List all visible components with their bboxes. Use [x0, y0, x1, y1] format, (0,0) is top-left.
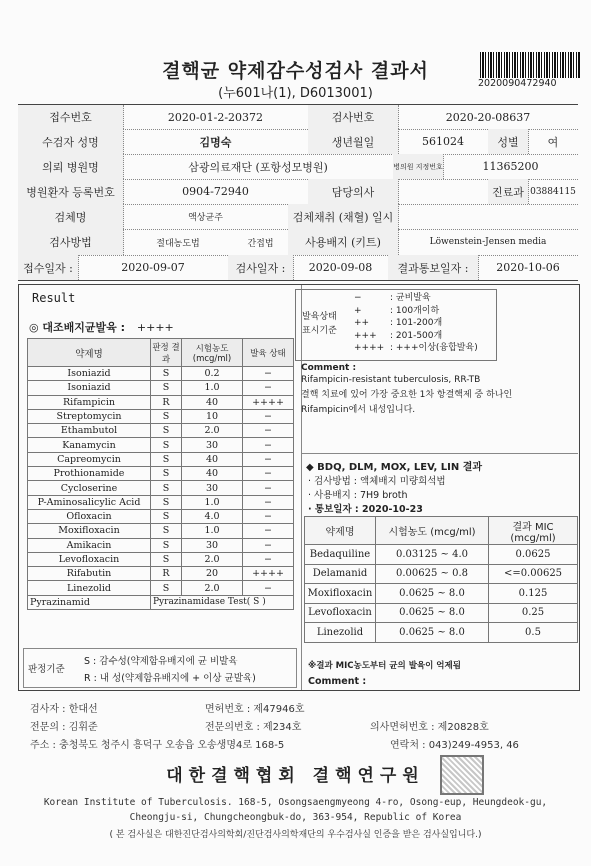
drug-growth: −	[243, 552, 294, 566]
drug-growth: −	[243, 424, 294, 438]
drug-name: Moxifloxacin	[28, 524, 151, 538]
drug-result: S	[151, 538, 182, 552]
drug-row	[28, 395, 294, 409]
mic-drug-name: Linezolid	[305, 623, 376, 643]
barcode-number: 2020090472940	[478, 78, 557, 89]
mic-col-conc: 시험농도 (mcg/ml)	[376, 517, 489, 545]
drug-row	[28, 495, 294, 509]
drug-result: S	[151, 524, 182, 538]
drug-result: S	[151, 381, 182, 395]
drug-name: Ethambutol	[28, 424, 151, 438]
drug-result: R	[151, 395, 182, 409]
mic-row	[305, 545, 578, 565]
mic-row	[305, 584, 578, 604]
drug-conc: 30	[182, 481, 243, 495]
row-method	[18, 229, 578, 256]
criteria-label: 판정기준	[28, 664, 65, 675]
drug-row	[28, 367, 294, 381]
drug-growth: −	[243, 381, 294, 395]
criteria-s: S : 감수성(약제함유배지에 균 비발육	[84, 656, 238, 667]
legend-items	[354, 292, 478, 355]
drug-name: Linezolid	[28, 581, 151, 595]
mic-table	[304, 516, 578, 643]
legend-symbol: +	[354, 305, 362, 316]
legend-item	[354, 292, 478, 305]
specimen-label: 검체명	[18, 204, 124, 229]
row-dates	[18, 255, 578, 280]
mic-result: <=0.00625	[489, 564, 578, 584]
mic-table-body	[305, 545, 578, 643]
row-patient	[18, 129, 578, 155]
comment-block	[301, 363, 512, 415]
hospital-id-label: 병의원 지정번호	[393, 154, 444, 179]
drug-row	[28, 409, 294, 423]
drug-row	[28, 467, 294, 481]
patient-info-table	[18, 104, 578, 281]
drug-conc: 2.0	[182, 424, 243, 438]
mic-col-result: 결과 MIC (mcg/ml)	[489, 517, 578, 545]
mic-conc-range: 0.0625 ~ 8.0	[376, 623, 489, 643]
hospital: 삼광의료재단 (포항성모병원)	[123, 154, 394, 179]
mic-drug-name: Moxifloxacin	[305, 584, 376, 604]
legend-text: : 201-500개	[390, 330, 443, 341]
report-date: 2020-10-06	[496, 261, 560, 274]
mic-conc-range: 0.03125 ~ 4.0	[376, 545, 489, 565]
control-growth-level	[29, 319, 174, 335]
drug-conc: 20	[182, 567, 243, 581]
drug-result: S	[151, 467, 182, 481]
drug-result: S	[151, 481, 182, 495]
drug-name: Isoniazid	[28, 367, 151, 381]
test-date-label: 검사일자 :	[228, 255, 294, 280]
growth-legend	[295, 289, 497, 361]
collect	[398, 204, 578, 229]
drug-row	[28, 424, 294, 438]
comment-title: Comment :	[301, 363, 357, 373]
mic-comment-label: Comment :	[308, 676, 367, 687]
phone: 연락처 : 043)249-4953, 46	[390, 740, 519, 751]
legend-symbol: −	[354, 293, 362, 303]
patient-reg-label: 병원환자 등록번호	[18, 179, 124, 204]
pza-name: Pyrazinamid	[28, 595, 151, 609]
org-address-en-1: Korean Institute of Tuberculosis. 168-5, Osongsaengmyeong 4-ro, Osong-eup, Heungdeok-gu,	[43, 797, 548, 808]
doctor	[398, 179, 489, 204]
drug-result: S	[151, 424, 182, 438]
method1: 절대농도법	[156, 238, 200, 249]
drug-result: S	[151, 552, 182, 566]
doctor-license: 의사면허번호 : 제20828호	[370, 722, 489, 733]
legend-text: : +++이상(융합발육)	[390, 343, 478, 353]
legend-symbol: +++	[354, 330, 377, 341]
dept: 03884115	[530, 186, 576, 197]
drug-conc: 4.0	[182, 509, 243, 523]
test-date: 2020-09-08	[293, 255, 389, 280]
medium: Löwenstein-Jensen media	[429, 237, 547, 247]
comment-line3: Rifampicin에서 내성입니다.	[301, 405, 416, 415]
mic-drug-name: Levofloxacin	[305, 603, 376, 623]
drug-growth: −	[243, 452, 294, 466]
drug-result: S	[151, 495, 182, 509]
specimen: 액상균주	[123, 204, 289, 229]
drug-conc: 30	[182, 538, 243, 552]
drug-growth: −	[243, 509, 294, 523]
test-no: 2020-20-08637	[445, 110, 531, 124]
drug-conc: 10	[182, 409, 243, 423]
mic-conc-range: 0.0625 ~ 8.0	[376, 584, 489, 604]
drug-growth: −	[243, 495, 294, 509]
address: 주소 : 충청북도 청주시 흥덕구 오송읍 오송생명4로 168-5	[30, 740, 285, 751]
legend-symbol: ++++	[354, 343, 385, 353]
drug-conc: 1.0	[182, 495, 243, 509]
row-specimen	[18, 204, 578, 230]
comment-line1: Rifampicin-resistant tuberculosis, RR-TB	[301, 375, 481, 385]
drug-growth: ++++	[243, 395, 294, 409]
legend-item	[354, 330, 478, 343]
drug-table-body	[28, 367, 294, 596]
receipt-date-label: 접수일자 :	[18, 255, 79, 280]
pza-row	[28, 595, 294, 609]
mic-row	[305, 564, 578, 584]
drug-conc: 1.0	[182, 381, 243, 395]
drug-row	[28, 567, 294, 581]
hospital-id: 11365200	[482, 160, 539, 173]
drug-result: S	[151, 509, 182, 523]
row-receipt	[18, 105, 578, 130]
drug-result: R	[151, 567, 182, 581]
drug-name: Ofloxacin	[28, 509, 151, 523]
drug-result: S	[151, 367, 182, 381]
row-patient-reg	[18, 179, 578, 205]
report-subtitle: (누601나(1), D6013001)	[218, 86, 373, 101]
col-drug-header: 약제명	[28, 339, 151, 367]
drug-row	[28, 438, 294, 452]
patient-name-label: 수검자 성명	[18, 129, 124, 154]
drug-growth: −	[243, 524, 294, 538]
drug-name: Levofloxacin	[28, 552, 151, 566]
mic-conc-range: 0.0625 ~ 8.0	[376, 603, 489, 623]
legend-text: : 균비발육	[390, 293, 431, 303]
drug-name: Kanamycin	[28, 438, 151, 452]
drug-name: Rifampicin	[28, 395, 151, 409]
drug-row	[28, 381, 294, 395]
drug-growth: −	[243, 467, 294, 481]
patient-reg: 0904-72940	[123, 179, 309, 204]
certification-note: ( 본 검사실은 대한진단검사의학회/진단검사의학재단의 우수검사실 인증을 받은 검사실입니다.)	[109, 830, 482, 840]
drug-row	[28, 538, 294, 552]
birth-label: 생년월일	[308, 129, 399, 154]
legend-item	[354, 342, 478, 355]
drug-row	[28, 481, 294, 495]
drug-name: Streptomycin	[28, 409, 151, 423]
mic-note: ※결과 MIC농도부터 균의 발육이 억제됨	[308, 661, 461, 671]
control-growth-value: ++++	[136, 321, 174, 334]
specialist: 전문의 : 김휘준	[30, 722, 98, 733]
criteria-r: R : 내 성(약제함유배지에 + 이상 균발육)	[84, 673, 256, 684]
drug-name: Prothionamide	[28, 467, 151, 481]
mic-conc-range: 0.00625 ~ 0.8	[376, 564, 489, 584]
drug-conc: 0.2	[182, 367, 243, 381]
receipt-no: 2020-01-2-20372	[123, 105, 309, 129]
drug-name: Capreomycin	[28, 452, 151, 466]
legend-symbol: ++	[354, 318, 370, 328]
drug-result: S	[151, 452, 182, 466]
drug-result: S	[151, 581, 182, 595]
examiner: 검사자 : 한대선	[30, 704, 98, 715]
method2: 간접법	[233, 229, 289, 255]
mic-drug-name: Bedaquiline	[305, 545, 376, 565]
mic-result: 0.5	[489, 623, 578, 643]
legend-item	[354, 305, 478, 318]
sex-label: 성별	[488, 129, 529, 154]
drug-growth: ++++	[243, 567, 294, 581]
col-judge-header: 판정 결과	[151, 339, 182, 367]
result-section	[18, 284, 580, 691]
legend-title: 발육상태 표시기준	[302, 312, 337, 336]
drug-growth: −	[243, 538, 294, 552]
drug-conc: 30	[182, 438, 243, 452]
drug-growth: −	[243, 409, 294, 423]
dept-label: 진료과	[488, 179, 529, 204]
drug-row	[28, 552, 294, 566]
mic-result: 0.125	[489, 584, 578, 604]
drug-growth: −	[243, 581, 294, 595]
drug-row	[28, 452, 294, 466]
pza-value: Pyrazinamidase Test( S )	[151, 595, 294, 609]
mic-title: ◆ BDQ, DLM, MOX, LEV, LIN 결과	[306, 462, 483, 473]
legend-item	[354, 317, 478, 330]
mic-drug-name: Delamanid	[305, 564, 376, 584]
report-title: 결핵균 약제감수성검사 결과서	[162, 60, 429, 82]
drug-result: S	[151, 409, 182, 423]
legend-text: : 100개이하	[390, 305, 440, 316]
mic-section	[302, 453, 578, 691]
col-growth-header: 발육 상태	[243, 339, 294, 367]
row-hospital	[18, 154, 578, 180]
mic-result: 0.25	[489, 603, 578, 623]
col-conc-header: 시험농도 (mcg/ml)	[182, 339, 243, 367]
specialist-no: 전문의번호 : 제234호	[205, 722, 302, 733]
report-date-label: 결과통보일자 :	[388, 255, 479, 280]
drug-name: Isoniazid	[28, 381, 151, 395]
doctor-label: 담당의사	[308, 179, 399, 204]
organization-name: 대한결핵협회 결핵연구원	[166, 766, 425, 786]
drug-row	[28, 581, 294, 595]
patient-name: 김명숙	[123, 129, 309, 154]
mic-row	[305, 623, 578, 643]
receipt-no-label: 접수번호	[18, 105, 124, 129]
test-no-label: 검사번호	[308, 105, 399, 129]
control-growth-label: ◎ 대조배지균발육 :	[29, 321, 126, 334]
drug-conc: 1.0	[182, 524, 243, 538]
drug-name: P-Aminosalicylic Acid	[28, 495, 151, 509]
drug-name: Cycloserine	[28, 481, 151, 495]
comment-line2: 결핵 치료에 있어 가장 중요한 1차 항결핵제 중 하나인	[301, 390, 513, 400]
mic-col-drug: 약제명	[305, 517, 376, 545]
method-label: 검사방법	[18, 229, 124, 255]
result-title: Result	[32, 291, 76, 305]
drug-susceptibility-table	[27, 338, 294, 610]
drug-growth: −	[243, 438, 294, 452]
drug-growth: −	[243, 481, 294, 495]
drug-row	[28, 509, 294, 523]
drug-name: Amikacin	[28, 538, 151, 552]
official-seal	[440, 755, 484, 795]
birth: 561024	[398, 129, 489, 154]
drug-conc: 40	[182, 452, 243, 466]
barcode	[480, 52, 580, 78]
mic-result: 0.0625	[489, 545, 578, 565]
mic-report-date: · 통보일자 : 2020-10-23	[308, 504, 423, 515]
drug-conc: 2.0	[182, 552, 243, 566]
collect-label: 검체채취 (채혈) 일시	[288, 204, 399, 229]
drug-conc: 40	[182, 467, 243, 481]
drug-name: Rifabutin	[28, 567, 151, 581]
hospital-label: 의뢰 병원명	[18, 154, 124, 179]
criteria-box	[23, 648, 297, 688]
mic-method: · 검사방법 : 액체배지 미량희석법	[308, 476, 446, 487]
legend-text: : 101-200개	[390, 318, 443, 328]
receipt-date: 2020-09-07	[78, 255, 229, 280]
mic-row	[305, 603, 578, 623]
drug-result: S	[151, 438, 182, 452]
drug-row	[28, 524, 294, 538]
medium-label: 사용배지 (키트)	[288, 229, 399, 255]
mic-medium: · 사용배지 : 7H9 broth	[308, 490, 408, 501]
sex: 여	[547, 135, 559, 149]
drug-conc: 40	[182, 395, 243, 409]
drug-conc: 2.0	[182, 581, 243, 595]
license-no: 면허번호 : 제47946호	[205, 704, 305, 715]
drug-growth: −	[243, 367, 294, 381]
org-address-en-2: Cheongju-si, Chungcheongbuk-do, 363-954, Republic of Korea	[129, 812, 462, 823]
